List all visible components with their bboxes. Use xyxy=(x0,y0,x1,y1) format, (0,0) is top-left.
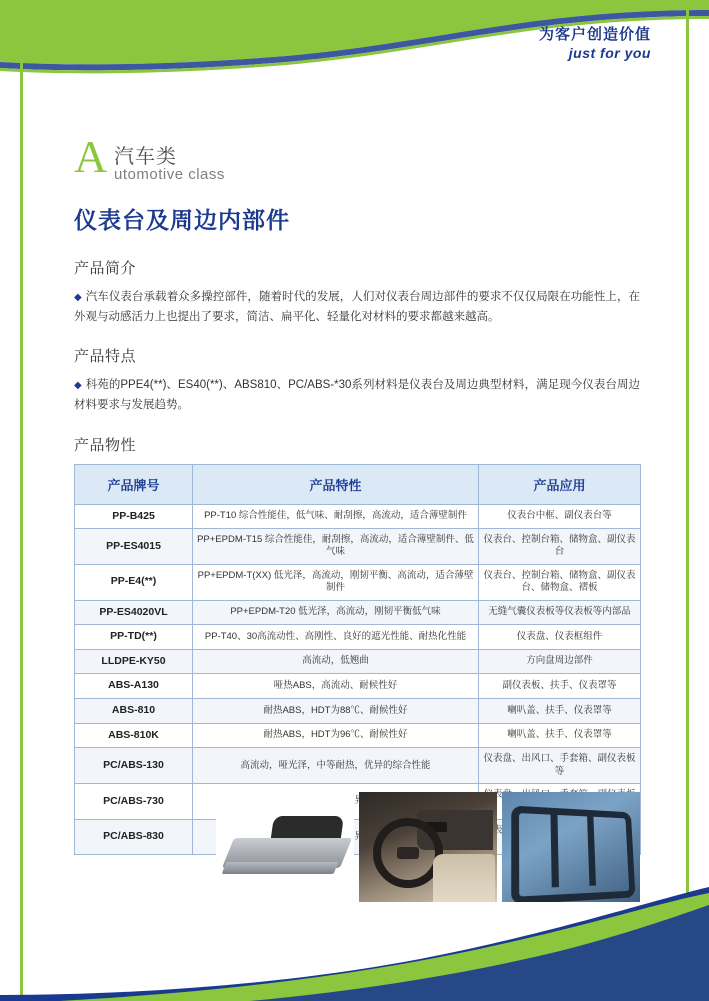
category-name-english: utomotive class xyxy=(114,166,225,183)
cell-brand: PP-ES4015 xyxy=(75,529,193,565)
slogan xyxy=(539,26,651,62)
left-vertical-rule xyxy=(20,0,23,1001)
section-features-text xyxy=(74,375,640,415)
cell-properties: 哑热ABS，高流动、耐候性好 xyxy=(193,674,479,699)
cell-applications: 无缝气囊仪表板等仪表板等内部品 xyxy=(479,600,641,625)
cell-brand: LLDPE-KY50 xyxy=(75,649,193,674)
table-row xyxy=(75,649,641,674)
cell-brand: ABS-810K xyxy=(75,723,193,748)
table-row xyxy=(75,674,641,699)
cell-applications: 仪表台中框、副仪表台等 xyxy=(479,504,641,529)
cell-properties: PP-T40、30高流动性、高刚性、良好的遮光性能、耐热化性能 xyxy=(193,625,479,650)
cell-applications: 方向盘周边部件 xyxy=(479,649,641,674)
slogan-english: just for you xyxy=(568,44,651,61)
cell-brand: ABS-810 xyxy=(75,699,193,724)
section-intro-body: 汽车仪表台承载着众多操控部件，随着时代的发展，人们对仪表台周边部件的要求不仅仅局限在功能性上，在外观与动感活力上也提出了要求，简洁、扁平化、轻量化对材料的要求都越来越高。 xyxy=(74,291,640,324)
page-title: 仪表台及周边内部件 xyxy=(74,207,290,233)
cell-brand: ABS-A130 xyxy=(75,674,193,699)
cell-properties: PP+EPDM-T15 综合性能佳，耐刮擦，高流动，适合薄壁制件、低气味 xyxy=(193,529,479,565)
cell-brand: PC/ABS-130 xyxy=(75,748,193,784)
table-row xyxy=(75,625,641,650)
right-vertical-rule xyxy=(686,0,689,1001)
table-row xyxy=(75,748,641,784)
column-header-applications: 产品应用 xyxy=(479,464,641,504)
bullet-diamond-icon: ◆ xyxy=(74,292,82,303)
cell-brand: PP-TD(**) xyxy=(75,625,193,650)
section-features-body: 科苑的PPE4(**)、ES40(**)、ABS810、PC/ABS-*30系列材料是仪表台及周边典型材料，满足现今仪表台周边材料要求与发展趋势。 xyxy=(74,379,640,412)
cell-properties: PP+EPDM-T20 低光泽，高流动，刚韧平衡低气味 xyxy=(193,600,479,625)
table-row xyxy=(75,699,641,724)
column-header-brand: 产品牌号 xyxy=(75,464,193,504)
cell-applications: 仪表盘、出风口、手套箱、副仪表板等 xyxy=(479,748,641,784)
cell-properties: 高流动，哑光泽，中等耐热，优异的综合性能 xyxy=(193,748,479,784)
cell-applications: 仪表台、控制台箱、储物盒、副仪表台、储物盒、褶板 xyxy=(479,564,641,600)
cell-applications: 仪表盘、仪表框组件 xyxy=(479,625,641,650)
section-intro-title: 产品简介 xyxy=(74,260,137,277)
cell-properties: 耐热ABS，HDT为88℃、耐候性好 xyxy=(193,699,479,724)
cell-brand: PC/ABS-730 xyxy=(75,784,193,820)
cell-brand: PP-B425 xyxy=(75,504,193,529)
slogan-chinese: 为客户创造价值 xyxy=(538,26,651,43)
cell-brand: PP-E4(**) xyxy=(75,564,193,600)
table-row xyxy=(75,564,641,600)
cell-properties: PP+EPDM-T(XX) 低光泽，高流动，刚韧平衡、高流动，适合薄壁制件 xyxy=(193,564,479,600)
cell-applications: 喇叭盖、扶手、仪表罩等 xyxy=(479,699,641,724)
cell-properties: PP-T10 综合性能佳，低气味、耐刮擦，高流动，适合薄壁制件 xyxy=(193,504,479,529)
section-features xyxy=(74,345,640,415)
category-name-chinese: 汽车类 xyxy=(114,146,177,168)
table-row xyxy=(75,723,641,748)
table-header-row xyxy=(75,464,641,504)
cell-properties: 高流动，低翘曲 xyxy=(193,649,479,674)
section-properties-title: 产品物性 xyxy=(74,436,137,454)
category-heading xyxy=(74,131,640,188)
section-intro-text xyxy=(74,287,640,327)
section-intro xyxy=(74,257,640,327)
cell-applications: 副仪表板、扶手、仪表罩等 xyxy=(479,674,641,699)
cell-applications: 仪表台、控制台箱、储物盒、副仪表台 xyxy=(479,529,641,565)
category-letter: A xyxy=(74,131,108,182)
bottom-decorative-band xyxy=(0,871,709,1001)
cell-properties: 耐热ABS，HDT为96℃、耐候性好 xyxy=(193,723,479,748)
section-features-title: 产品特点 xyxy=(74,348,137,366)
table-row xyxy=(75,600,641,625)
cell-applications: 喇叭盖、扶手、仪表罩等 xyxy=(479,723,641,748)
cell-brand: PP-ES4020VL xyxy=(75,600,193,625)
table-row xyxy=(75,529,641,565)
cell-brand: PC/ABS-830 xyxy=(75,819,193,855)
bullet-diamond-icon: ◆ xyxy=(74,380,82,392)
column-header-properties: 产品特性 xyxy=(193,464,479,504)
page-content xyxy=(74,131,640,855)
table-row xyxy=(75,504,641,529)
